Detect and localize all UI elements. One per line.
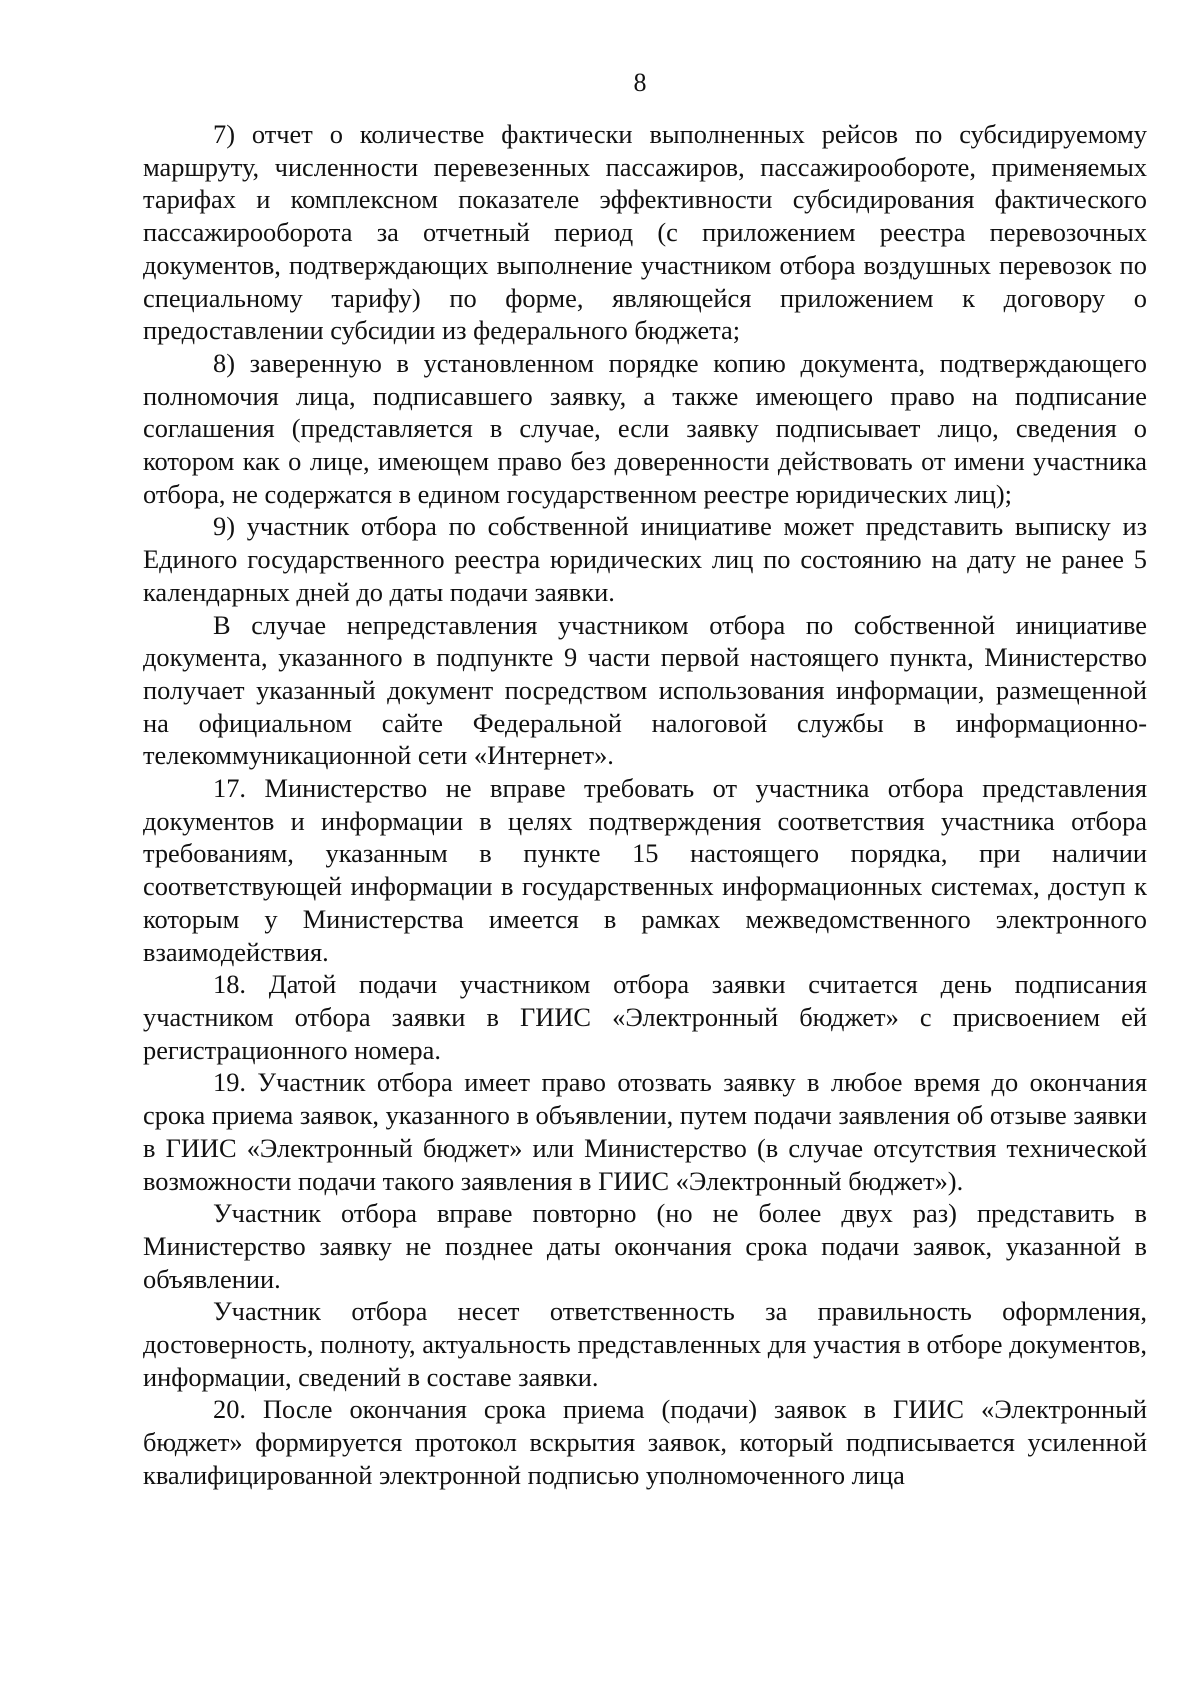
paragraph-clause-19: 19. Участник отбора имеет право отозвать заявку в любое время до окончания срока приема заявок, указанного в объявлении, путем подачи заявления об отзыве заявки в ГИИС «Электронный бюджет» или Министерство (в случае отсутствия технической возможности подачи такого заявления в ГИИС «Электронный бюджет»).: [143, 1067, 1147, 1196]
paragraph-item-8: 8) заверенную в установленном порядке копию документа, подтверждающего полномочия лица, подписавшего заявку, а также имеющего право на подписание соглашения (представляется в случае, если заявку подписывает лицо, сведения о котором как о лице, имеющем право без доверенности действовать от имени участника отбора, не содержатся в едином государственном реестре юридических лиц);: [143, 347, 1147, 509]
paragraph-clause-20: 20. После окончания срока приема (подачи) заявок в ГИИС «Электронный бюджет» формируется протокол вскрытия заявок, который подписывается усиленной квалифицированной электронной подписью уполномоченного лица: [143, 1394, 1147, 1490]
paragraph-clause-17: 17. Министерство не вправе требовать от участника отбора представления документов и информации в целях подтверждения соответствия участника отбора требованиям, указанным в пункте 15 настоящего порядка, при наличии соответствующей информации в государственных информационных системах, доступ к которым у Министерства имеется в рамках межведомственного электронного взаимодействия.: [143, 773, 1147, 967]
paragraph-item-9: 9) участник отбора по собственной инициативе может представить выписку из Единого государственного реестра юридических лиц по состоянию на дату не ранее 5 календарных дней до даты подачи заявки.: [143, 511, 1147, 607]
paragraph-responsibility: Участник отбора несет ответственность за правильность оформления, достоверность, полноту, актуальность представленных для участия в отборе документов, информации, сведений в составе заявки.: [143, 1296, 1147, 1392]
paragraph-clause-18: 18. Датой подачи участником отбора заявки считается день подписания участником отбора заявки в ГИИС «Электронный бюджет» с присвоением ей регистрационного номера.: [143, 969, 1147, 1065]
paragraph-item-7: 7) отчет о количестве фактически выполненных рейсов по субсидируемому маршруту, численности перевезенных пассажиров, пассажирообороте, применяемых тарифах и комплексном показателе эффективности субсидирования фактического пассажирооборота за отчетный период (с приложением реестра перевозочных документов, подтверждающих выполнение участником отбора воздушных перевозок по специальному тарифу) по форме, являющейся приложением к договору о предоставлении субсидии из федерального бюджета;: [143, 119, 1147, 346]
page-number: 8: [633, 68, 647, 97]
document-body: [143, 118, 1147, 1492]
paragraph-resubmission: Участник отбора вправе повторно (но не более двух раз) представить в Министерство заявку не позднее даты окончания срока подачи заявок, указанной в объявлении.: [143, 1198, 1147, 1294]
paragraph-nonsubmission: В случае непредставления участником отбора по собственной инициативе документа, указанного в подпункте 9 части первой настоящего пункта, Министерство получает указанный документ посредством использования информации, размещенной на официальном сайте Федеральной налоговой службы в информационно-телекоммуникационной сети «Интернет».: [143, 609, 1147, 771]
